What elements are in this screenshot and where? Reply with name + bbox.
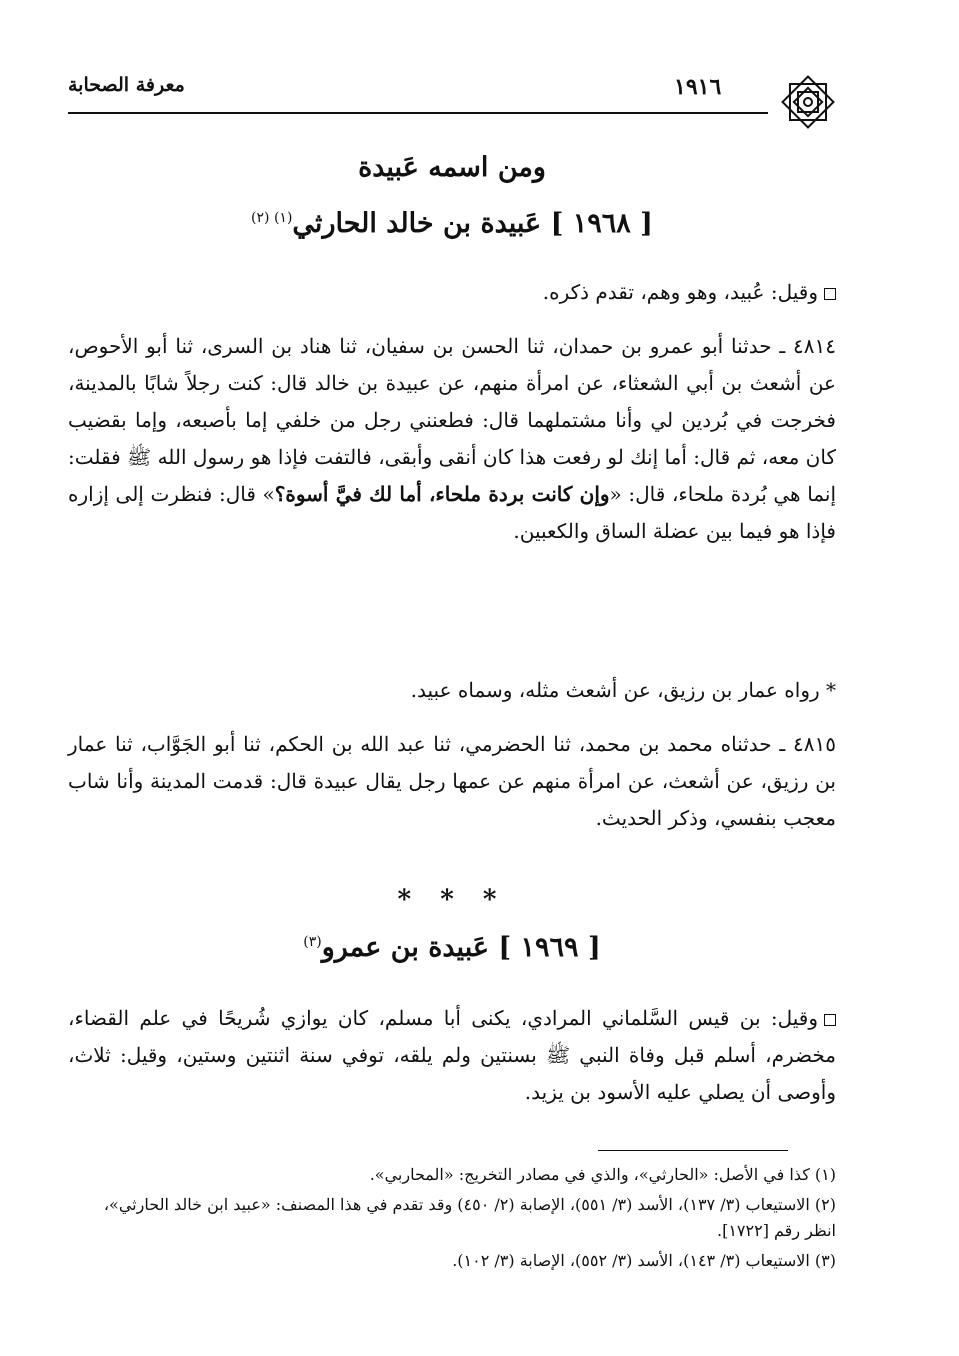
section-title: ومن اسمه عَبيدة — [358, 152, 546, 183]
hadith-4814-prophetic-quote: وإن كانت بردة ملحاء، أما لك فيَّ أسوة؟ — [274, 482, 610, 506]
octagram-ornament-icon — [776, 70, 840, 134]
entry-1968-heading — [68, 208, 836, 239]
book-page — [68, 70, 836, 1300]
entry-1969-heading — [68, 932, 836, 963]
entry-1969-footnote-refs: (٣) — [303, 934, 322, 950]
footnote-rule — [598, 1150, 788, 1151]
book-title: معرفة الصحابة — [68, 74, 185, 96]
narration-note: * رواه عمار بن رزيق، عن أشعث مثله، وسماه عبيد. — [410, 678, 836, 702]
entry-1969-intro-text: وقيل: بن قيس السَّلماني المرادي، يكنى أبا مسلم، كان يوازي شُريحًا في علم القضاء، مخضرم، أسلم قبل وفاة النبي ﷺ بسنتين ولم يلقه، توفي سنة اثنتين وستين، وقيل: ثلاث، وأوصى أن يصلي عليه الأسود بن يزيد. — [68, 1006, 836, 1104]
header-rule — [68, 112, 768, 114]
entry-1968-intro — [68, 274, 836, 311]
footnote-2: (٢) الاستيعاب (٣/ ١٣٧)، الأسد (٣/ ٥٥١)، الإصابة (٢/ ٤٥٠) وقد تقدم في هذا المصنف: «عبيد ابن خالد الحارثي»، انظر رقم [١٧٢٢]. — [103, 1195, 836, 1240]
page-number: ١٩١٦ — [674, 74, 722, 100]
hadith-4814 — [68, 328, 836, 550]
square-bullet-icon — [824, 1014, 836, 1026]
footnote-3: (٣) الاستيعاب (٣/ ١٤٣)، الأسد (٣/ ٥٥٢)، الإصابة (٣/ ١٠٢). — [452, 1251, 836, 1270]
entry-1968-intro-text: وقيل: عُبيد، وهو وهم، تقدم ذكره. — [542, 280, 818, 304]
entry-1969-intro — [68, 1000, 836, 1111]
square-bullet-icon — [824, 288, 836, 300]
entry-1968-title: [ ١٩٦٨ ] عَبيدة بن خالد الحارثي — [292, 208, 653, 239]
section-separator: * * * — [397, 885, 507, 915]
hadith-4814-text-after: » قال: فنظرت إلى إزاره فإذا هو فيما بين عضلة الساق والكعبين. — [68, 482, 836, 543]
entry-1968-footnote-refs: (١) (٢) — [251, 210, 293, 226]
entry-1969-title: [ ١٩٦٩ ] عَبيدة بن عمرو — [321, 932, 601, 963]
footnote-1: (١) كذا في الأصل: «الحارثي»، والذي في مصادر التخريج: «المحاربي». — [369, 1165, 836, 1184]
hadith-4814-text-before: ٤٨١٤ ـ حدثنا أبو عمرو بن حمدان، ثنا الحسن بن سفيان، ثنا هناد بن السرى، ثنا أبو الأحوص، عن أشعث بن أبي الشعثاء، عن امرأة منهم، عن عبيدة بن خالد قال: كنت رجلاً شابًا بالمدينة، فخرجت في بُردين لي وأنا مشتملهما قال: فطعنني رجل من خلفي إما بأصبعه، وإما بقضيب كان معه، ثم قال: أما إنك لو رفعت هذا كان أنقى وأبقى، فالتفت فإذا هو رسول الله ﷺ فقلت: إنما هي بُردة ملحاء، قال: « — [68, 334, 836, 506]
hadith-4815: ٤٨١٥ ـ حدثناه محمد بن محمد، ثنا الحضرمي، ثنا عبد الله بن الحكم، ثنا أبو الجَوَّاب، ثنا عمار بن رزيق، عن أشعث، عن امرأة منهم عن عمها رجل يقال عبيدة قال: قدمت المدينة وأنا شاب معجب بنفسي، وذكر الحديث. — [68, 732, 836, 830]
running-header — [68, 70, 836, 118]
